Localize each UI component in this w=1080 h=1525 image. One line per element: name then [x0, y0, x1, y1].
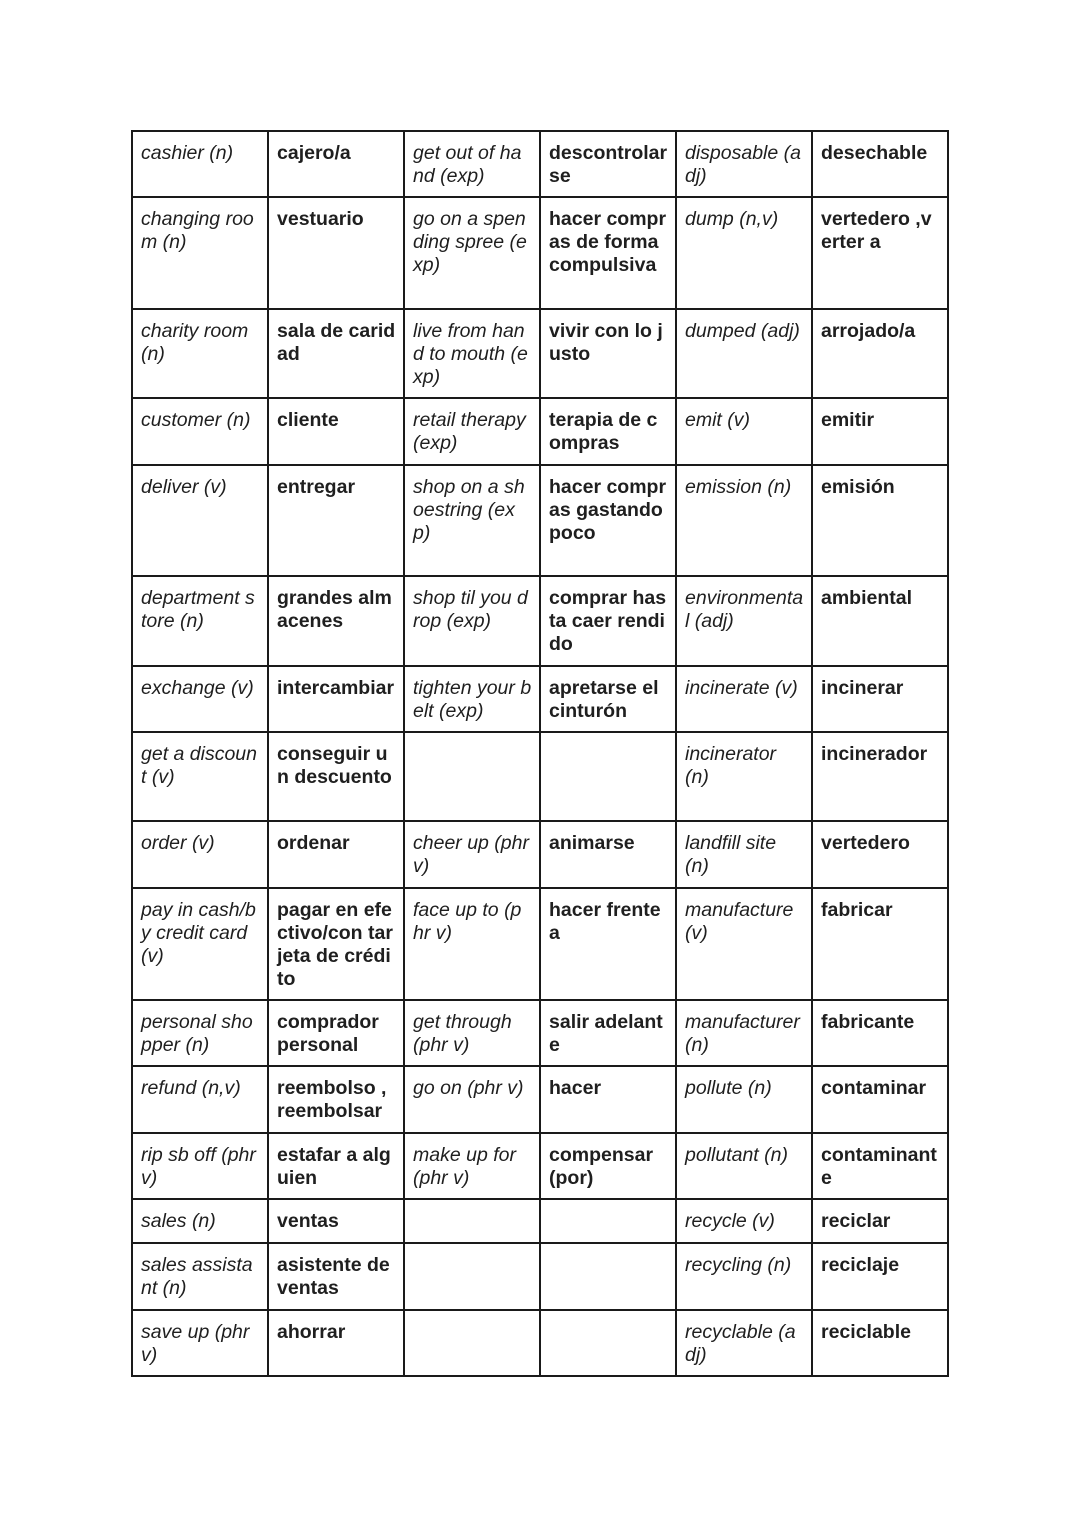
english-term-cell: live from hand to mouth (exp) [404, 309, 540, 398]
spanish-translation-cell [540, 1243, 676, 1310]
vocabulary-table-body [132, 131, 948, 1376]
english-term-cell: refund (n,v) [132, 1066, 268, 1133]
table-row [132, 666, 948, 732]
spanish-translation-cell: reciclaje [812, 1243, 948, 1310]
spanish-translation-cell: intercambiar [268, 666, 404, 732]
english-term-cell: make up for (phr v) [404, 1133, 540, 1199]
spanish-translation-cell [540, 1310, 676, 1376]
english-term-cell: get a discount (v) [132, 732, 268, 821]
spanish-translation-cell: pagar en efectivo/con tarjeta de crédito [268, 888, 404, 1000]
spanish-translation-cell: arrojado/a [812, 309, 948, 398]
spanish-translation-cell: sala de caridad [268, 309, 404, 398]
english-term-cell: dumped (adj) [676, 309, 812, 398]
english-term-cell: recycle (v) [676, 1199, 812, 1243]
english-term-cell: shop til you drop (exp) [404, 576, 540, 666]
spanish-translation-cell: descontrolarse [540, 131, 676, 197]
spanish-translation-cell: fabricante [812, 1000, 948, 1066]
table-row [132, 732, 948, 821]
spanish-translation-cell: asistente de ventas [268, 1243, 404, 1310]
spanish-translation-cell: emisión [812, 465, 948, 576]
spanish-translation-cell: reembolso , reembolsar [268, 1066, 404, 1133]
spanish-translation-cell: comprar hasta caer rendido [540, 576, 676, 666]
english-term-cell [404, 1243, 540, 1310]
english-term-cell [404, 1199, 540, 1243]
spanish-translation-cell: grandes almacenes [268, 576, 404, 666]
spanish-translation-cell: salir adelante [540, 1000, 676, 1066]
english-term-cell: department store (n) [132, 576, 268, 666]
spanish-translation-cell: contaminar [812, 1066, 948, 1133]
english-term-cell: go on (phr v) [404, 1066, 540, 1133]
english-term-cell: order (v) [132, 821, 268, 888]
english-term-cell: save up (phr v) [132, 1310, 268, 1376]
english-term-cell: rip sb off (phr v) [132, 1133, 268, 1199]
table-row [132, 465, 948, 576]
english-term-cell: face up to (phr v) [404, 888, 540, 1000]
spanish-translation-cell: hacer [540, 1066, 676, 1133]
vocabulary-table [131, 130, 949, 1377]
table-row [132, 398, 948, 465]
table-row [132, 309, 948, 398]
table-row [132, 1133, 948, 1199]
spanish-translation-cell: animarse [540, 821, 676, 888]
english-term-cell: sales (n) [132, 1199, 268, 1243]
english-term-cell: incinerator (n) [676, 732, 812, 821]
spanish-translation-cell: vertedero ,verter a [812, 197, 948, 309]
english-term-cell: customer (n) [132, 398, 268, 465]
english-term-cell: tighten your belt (exp) [404, 666, 540, 732]
spanish-translation-cell: cajero/a [268, 131, 404, 197]
spanish-translation-cell: hacer compras de forma compulsiva [540, 197, 676, 309]
english-term-cell [404, 1310, 540, 1376]
table-row [132, 131, 948, 197]
spanish-translation-cell: vivir con lo justo [540, 309, 676, 398]
english-term-cell [404, 732, 540, 821]
english-term-cell: manufacturer (n) [676, 1000, 812, 1066]
spanish-translation-cell: ventas [268, 1199, 404, 1243]
table-row [132, 821, 948, 888]
english-term-cell: manufacture (v) [676, 888, 812, 1000]
table-row [132, 1000, 948, 1066]
table-row [132, 1243, 948, 1310]
spanish-translation-cell [540, 1199, 676, 1243]
spanish-translation-cell: conseguir un descuento [268, 732, 404, 821]
table-row [132, 1066, 948, 1133]
english-term-cell: pollute (n) [676, 1066, 812, 1133]
spanish-translation-cell: comprador personal [268, 1000, 404, 1066]
table-row [132, 1199, 948, 1243]
spanish-translation-cell: vestuario [268, 197, 404, 309]
english-term-cell: pay in cash/by credit card (v) [132, 888, 268, 1000]
english-term-cell: deliver (v) [132, 465, 268, 576]
spanish-translation-cell: incinerar [812, 666, 948, 732]
spanish-translation-cell: ordenar [268, 821, 404, 888]
spanish-translation-cell: compensar (por) [540, 1133, 676, 1199]
english-term-cell: sales assistant (n) [132, 1243, 268, 1310]
spanish-translation-cell: incinerador [812, 732, 948, 821]
table-row [132, 1310, 948, 1376]
spanish-translation-cell: contaminante [812, 1133, 948, 1199]
spanish-translation-cell: vertedero [812, 821, 948, 888]
english-term-cell: disposable (adj) [676, 131, 812, 197]
spanish-translation-cell: terapia de compras [540, 398, 676, 465]
english-term-cell: recyclable (adj) [676, 1310, 812, 1376]
table-row [132, 576, 948, 666]
english-term-cell: changing room (n) [132, 197, 268, 309]
english-term-cell: cheer up (phr v) [404, 821, 540, 888]
english-term-cell: emit (v) [676, 398, 812, 465]
english-term-cell: get out of hand (exp) [404, 131, 540, 197]
spanish-translation-cell: apretarse el cinturón [540, 666, 676, 732]
spanish-translation-cell: desechable [812, 131, 948, 197]
english-term-cell: exchange (v) [132, 666, 268, 732]
english-term-cell: charity room (n) [132, 309, 268, 398]
english-term-cell: dump (n,v) [676, 197, 812, 309]
english-term-cell: incinerate (v) [676, 666, 812, 732]
english-term-cell: recycling (n) [676, 1243, 812, 1310]
english-term-cell: landfill site (n) [676, 821, 812, 888]
spanish-translation-cell: cliente [268, 398, 404, 465]
spanish-translation-cell: ahorrar [268, 1310, 404, 1376]
english-term-cell: pollutant (n) [676, 1133, 812, 1199]
table-row [132, 197, 948, 309]
english-term-cell: shop on a shoestring (exp) [404, 465, 540, 576]
english-term-cell: go on a spending spree (exp) [404, 197, 540, 309]
english-term-cell: environmental (adj) [676, 576, 812, 666]
spanish-translation-cell [540, 732, 676, 821]
spanish-translation-cell: emitir [812, 398, 948, 465]
english-term-cell: cashier (n) [132, 131, 268, 197]
spanish-translation-cell: estafar a alguien [268, 1133, 404, 1199]
spanish-translation-cell: hacer frente a [540, 888, 676, 1000]
spanish-translation-cell: entregar [268, 465, 404, 576]
english-term-cell: get through (phr v) [404, 1000, 540, 1066]
spanish-translation-cell: reciclar [812, 1199, 948, 1243]
english-term-cell: emission (n) [676, 465, 812, 576]
english-term-cell: personal shopper (n) [132, 1000, 268, 1066]
table-row [132, 888, 948, 1000]
spanish-translation-cell: hacer compras gastando poco [540, 465, 676, 576]
english-term-cell: retail therapy (exp) [404, 398, 540, 465]
spanish-translation-cell: reciclable [812, 1310, 948, 1376]
spanish-translation-cell: fabricar [812, 888, 948, 1000]
spanish-translation-cell: ambiental [812, 576, 948, 666]
